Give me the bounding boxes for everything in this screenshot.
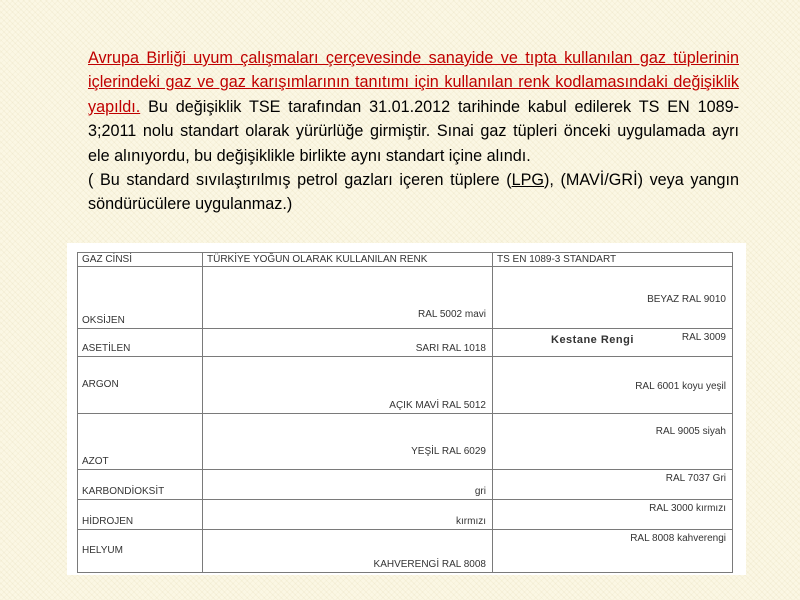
intro-paragraph bbox=[88, 46, 739, 217]
ts-color: RAL 6001 koyu yeşil bbox=[493, 357, 733, 414]
ts-color: RAL 3009 bbox=[681, 332, 726, 343]
table-row bbox=[78, 329, 733, 357]
ts-color: BEYAZ RAL 9010 bbox=[493, 267, 733, 329]
ts-color-note: Kestane Rengi bbox=[551, 334, 634, 346]
table-row bbox=[78, 357, 733, 414]
gas-name: ASETİLEN bbox=[78, 329, 203, 357]
ts-color: RAL 9005 siyah bbox=[493, 414, 733, 470]
table-header-row bbox=[78, 253, 733, 267]
lpg-link[interactable]: LPG bbox=[511, 171, 545, 190]
table-row bbox=[78, 414, 733, 470]
gas-name: OKSİJEN bbox=[78, 267, 203, 329]
ts-color: RAL 8008 kahverengi bbox=[493, 530, 733, 573]
gas-name: HİDROJEN bbox=[78, 500, 203, 530]
color-code-table-panel bbox=[67, 243, 746, 575]
turkey-color: gri bbox=[203, 470, 493, 500]
table-row bbox=[78, 500, 733, 530]
gas-name: KARBONDİOKSİT bbox=[78, 470, 203, 500]
table-row bbox=[78, 267, 733, 329]
ts-color: RAL 3000 kırmızı bbox=[493, 500, 733, 530]
turkey-color: RAL 5002 mavi bbox=[203, 267, 493, 329]
standard-adoption-text: Bu değişiklik TSE tarafından 31.01.2012 tarihinde kabul edilerek TS EN 1089-3;2011 nolu standart olarak yürürlüğe girmiştir. Sınai gaz tüpleri önceki uygulamada ayrı ele alınıyordu, bu değişiklikle birlikte aynı standart içine alındı. bbox=[88, 97, 739, 165]
eu-harmonization-statement: Avrupa Birliği uyum çalışmaları çerçevesinde sanayide ve tıpta kullanılan gaz tüplerinin içlerindeki gaz ve gaz karışımlarının tanıtımı için kullanılan renk kodlamasındaki değişiklik yapıldı. bbox=[88, 49, 739, 116]
ts-color: RAL 7037 Gri bbox=[493, 470, 733, 500]
header-ts-standard: TS EN 1089-3 STANDART bbox=[493, 253, 733, 267]
turkey-color: YEŞİL RAL 6029 bbox=[203, 414, 493, 470]
turkey-color: KAHVERENGİ RAL 8008 bbox=[203, 530, 493, 573]
table-row bbox=[78, 470, 733, 500]
exclusion-note-suffix: ), (MAVİ/GRİ) veya yangın söndürücülere uygulanmaz.) bbox=[88, 171, 739, 214]
ts-color-cell bbox=[493, 329, 733, 357]
table-row bbox=[78, 530, 733, 573]
header-gas-type: GAZ CİNSİ bbox=[78, 253, 203, 267]
exclusion-note-prefix: ( Bu standard sıvılaştırılmış petrol gazları içeren tüplere ( bbox=[88, 171, 512, 190]
header-turkey-color: TÜRKİYE YOĞUN OLARAK KULLANILAN RENK bbox=[203, 253, 493, 267]
gas-name: AZOT bbox=[78, 414, 203, 470]
turkey-color: kırmızı bbox=[203, 500, 493, 530]
gas-name: HELYUM bbox=[78, 530, 203, 573]
gas-color-table bbox=[77, 252, 733, 573]
turkey-color: AÇIK MAVİ RAL 5012 bbox=[203, 357, 493, 414]
turkey-color: SARI RAL 1018 bbox=[203, 329, 493, 357]
gas-name: ARGON bbox=[78, 357, 203, 414]
